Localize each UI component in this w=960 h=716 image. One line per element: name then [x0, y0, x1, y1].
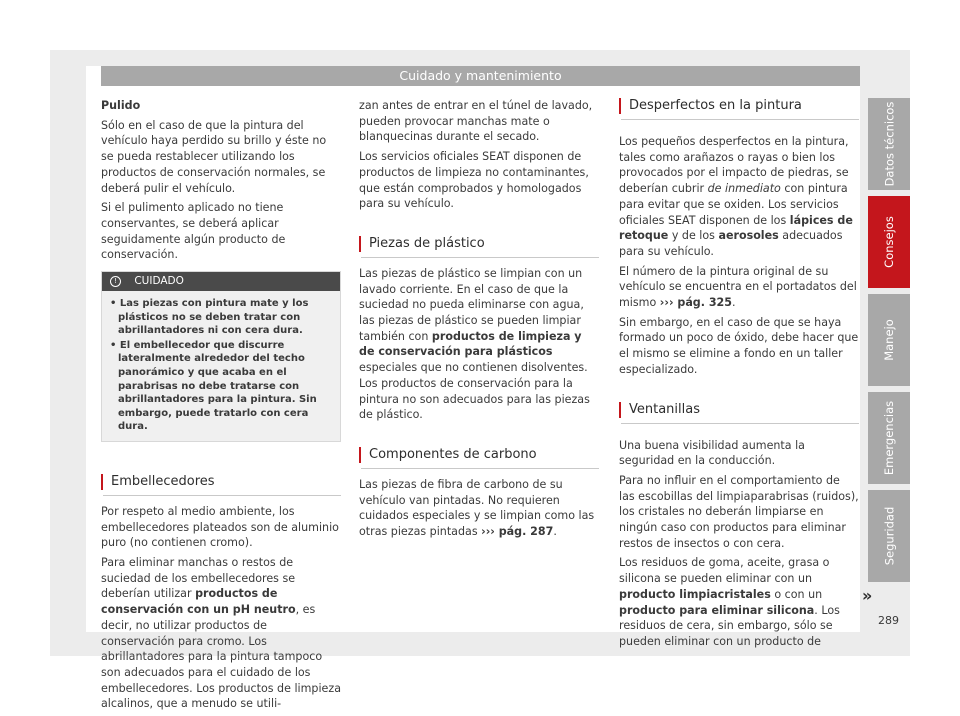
carbono-heading: Componentes de carbono [359, 447, 599, 463]
column2-paragraph-1: zan antes de entrar en el túnel de lavado, pueden provocar manchas mate o blanquecinas durante el secado. [359, 99, 593, 144]
desperfectos-paragraph-1: Los pequeños desperfectos en la pintura, tales como arañazos o rayas o bien los provocados por el impacto de piedras, se deberían cubrir de inmediato con pintura para evitar que se oxiden. Los servicios oficiales SEAT disponen de los lápices de retoque y de los aerosoles adecuados para su vehículo. [619, 135, 853, 258]
ventanillas-paragraph-1: Una buena visibilidad aumenta la seguridad en la conducción. [619, 438, 805, 468]
tab-emergencias[interactable]: Emergencias [868, 392, 910, 484]
caution-box [101, 271, 341, 442]
caution-icon: ! [110, 276, 121, 287]
pulido-heading: Pulido [101, 99, 141, 112]
pulido-paragraph-2: Si el pulimento aplicado no tiene conservantes, se deberá aplicar seguidamente algún producto de conservación. [101, 201, 286, 262]
ventanillas-heading: Ventanillas [619, 402, 859, 418]
ventanillas-paragraph-2: Para no influir en el comportamiento de las escobillas del limpiaparabrisas (ruidos), los cristales no deberán limpiarse en ningún caso con productos para eliminar restos de insectos o con cera. [619, 473, 859, 550]
page-reference-link[interactable]: ››› pág. 287 [481, 525, 554, 539]
embellecedores-paragraph-1: Por respeto al medio ambiente, los embellecedores plateados son de aluminio puro (no contienen cromo). [101, 504, 339, 550]
tab-consejos[interactable]: Consejos [868, 196, 910, 288]
column-1 [101, 98, 341, 716]
plastico-heading: Piezas de plástico [359, 236, 599, 252]
pulido-paragraph-1: Sólo en el caso de que la pintura del vehículo haya perdido su brillo y éste no se pueda restablecer utilizando los productos de conservación normales, se deberá pulir el vehículo. [101, 118, 327, 195]
embellecedores-heading: Embellecedores [101, 474, 341, 490]
caution-item: • El embellecedor que discurre lateralmente alrededor del techo panorámico y que acaba en el parabrisas no debe tratarse con abrillantadores para la pintura. Sin embargo, puede tratarlo con cera dura. [110, 339, 317, 433]
ventanillas-paragraph-3: Los residuos de goma, aceite, grasa o silicona se pueden eliminar con un producto limpiacristales o con un producto para eliminar silicona. Los residuos de cera, sin embargo, sólo se pueden eliminar con un producto de [619, 556, 840, 648]
page-reference-link[interactable]: ››› pág. 325 [659, 296, 732, 310]
desperfectos-paragraph-3: Sin embargo, en el caso de que se haya formado un poco de óxido, debe hacer que el mismo se elimine a fondo en un taller especializado. [619, 315, 859, 376]
carbono-paragraph: Las piezas de fibra de carbono de su vehículo van pintadas. No requieren cuidados especiales y se limpian como las otras piezas pintadas ››› pág. 287. [359, 477, 595, 539]
page-number: 289 [878, 614, 899, 627]
desperfectos-heading: Desperfectos en la pintura [619, 98, 859, 114]
column2-paragraph-2: Los servicios oficiales SEAT disponen de productos de limpieza no contaminantes, que están comprobados y homologados para su vehículo. [359, 150, 589, 211]
continue-arrow-icon: » [862, 586, 873, 605]
caution-title: CUIDADO [134, 275, 184, 288]
desperfectos-paragraph-2: El número de la pintura original de su vehículo se encuentra en el portadatos del mismo ››› pág. 325. [619, 264, 857, 310]
caution-header [102, 272, 340, 291]
column-3 [619, 98, 859, 654]
caution-body [102, 291, 340, 441]
page-header: Cuidado y mantenimiento [101, 66, 860, 86]
column-2 [359, 98, 599, 544]
plastico-paragraph: Las piezas de plástico se limpian con un lavado corriente. En el caso de que la suciedad no pueda eliminarse con agua, las piezas de plástico se pueden limpiar también con productos de limpieza y de conservación para plásticos especiales que no contienen disolventes. Los productos de conservación para la pintura no son adecuados para las piezas de plástico. [359, 266, 590, 422]
tab-manejo[interactable]: Manejo [868, 294, 910, 386]
embellecedores-paragraph-2: Para eliminar manchas o restos de suciedad de los embellecedores se deberían utilizar productos de conservación con un pH neutro, es decir, no utilizar productos de conservación para cromo. Los abrillantadores para la pintura tampoco son adecuados para el cuidado de los embellecedores. Los productos de limpieza alcalinos, que a menudo se utili- [101, 556, 341, 711]
tab-datos-tecnicos[interactable]: Datos técnicos [868, 98, 910, 190]
caution-item: • Las piezas con pintura mate y los plásticos no se deben tratar con abrillantadores ni con cera dura. [110, 298, 309, 337]
tab-seguridad[interactable]: Seguridad [868, 490, 910, 582]
